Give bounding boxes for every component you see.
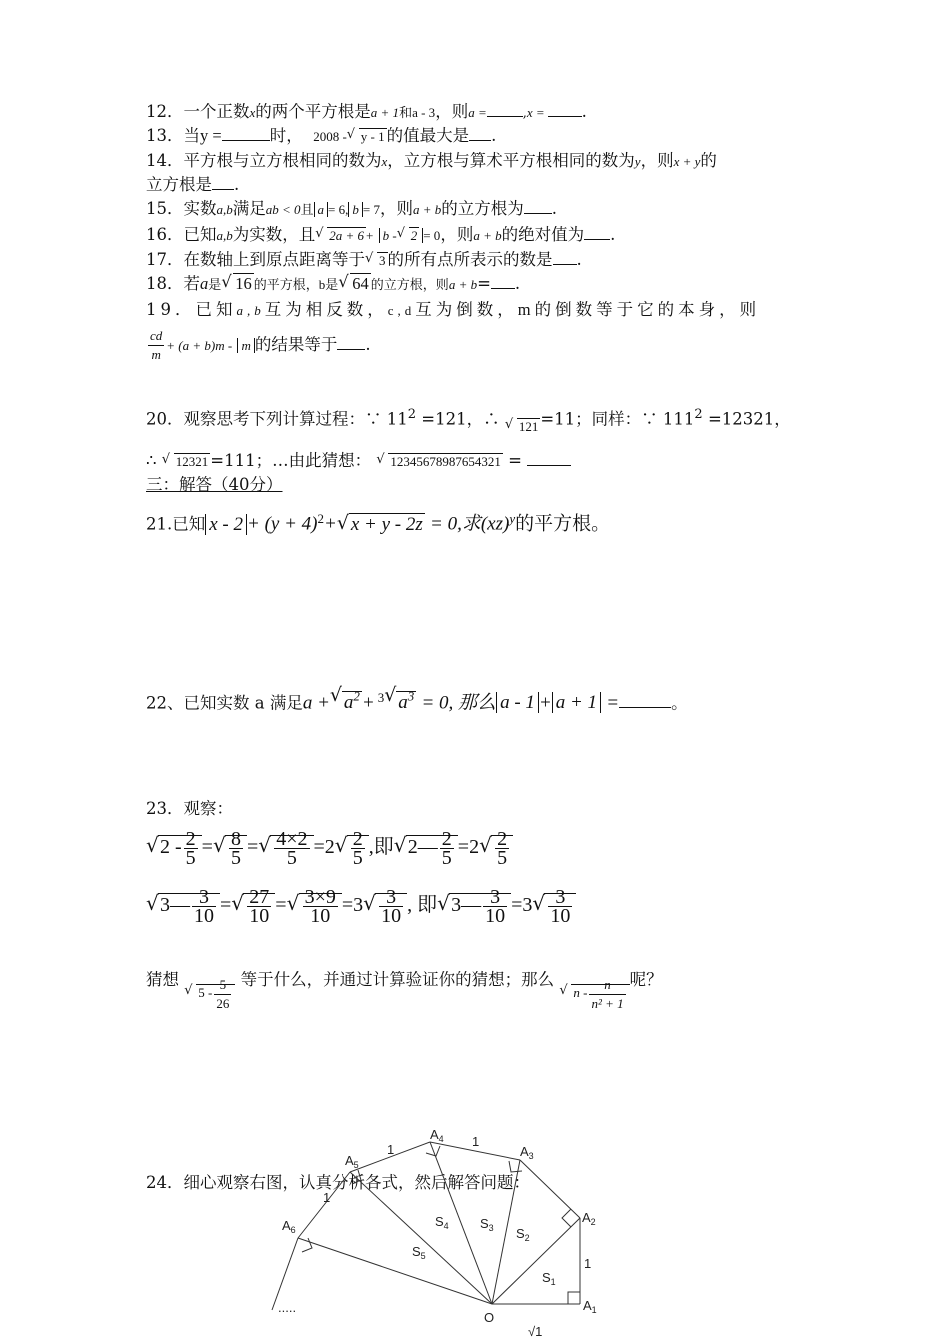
q18-number: 18．若: [146, 274, 200, 293]
q15-text4: 的立方根为: [441, 199, 524, 218]
q23-r2-eq2: =: [275, 894, 287, 916]
label-side-a5a6: 1: [323, 1190, 331, 1205]
q20-radicand3: 12345678987654321: [390, 454, 501, 469]
q12-text: 一个正数: [183, 102, 250, 121]
label-ellipsis: .....: [278, 1300, 297, 1315]
q23-r1-eq4: =2: [457, 836, 480, 858]
q23-guess-num2: n: [589, 976, 625, 995]
right-angle-a3: [509, 1161, 522, 1172]
q23-r1-eq1: =: [201, 836, 213, 858]
q12-expr1: a + 1: [370, 105, 400, 120]
q23-r1-den5: 5: [441, 846, 452, 869]
label-a4: $A_4$: [430, 1127, 444, 1144]
q20-sup2: 2: [694, 407, 703, 422]
q19-vars-ab: a,b: [236, 303, 265, 318]
q12-expr4: x =: [526, 105, 545, 120]
q15-text3: ，则: [379, 199, 413, 218]
q23-r2-num2: √ 27: [249, 885, 270, 908]
q23-guess-den2: n² + 1: [591, 995, 624, 1011]
q23-r2-den1: 10: [194, 904, 214, 927]
q23-r1-eq2: =: [246, 836, 259, 858]
q16-equals: = 0: [423, 228, 441, 243]
q16-text3: 的绝对值为: [501, 225, 585, 244]
q23-r2-text: , 即: [407, 894, 438, 916]
q15-expr3: = 7: [362, 202, 380, 217]
q23-r1-den6: 5: [497, 846, 508, 869]
label-s1: $S_1$: [542, 1270, 556, 1287]
label-o: O: [484, 1310, 495, 1325]
q14-var-x: x: [381, 154, 388, 169]
q14-var-y: y: [634, 154, 641, 169]
q21-plus: +: [324, 513, 337, 535]
label-side-a4a5: 1: [387, 1142, 395, 1157]
right-angle-a5: [352, 1170, 361, 1184]
label-s2: $S_2$: [516, 1226, 530, 1243]
q15-vars: a,b: [216, 202, 233, 217]
q23-r2-den4: 10: [381, 904, 402, 927]
label-a5: $A_5$: [345, 1153, 359, 1170]
q18-radicand1: 16: [235, 274, 252, 293]
q15-period: .: [551, 199, 558, 218]
q21-radicand: x + y - 2z: [350, 513, 423, 535]
q20-therefore: ∴: [146, 451, 157, 470]
q18-var-b: b: [318, 277, 326, 292]
q23-r2-num6: √ 3: [548, 888, 572, 907]
right-angle-a2: [562, 1209, 571, 1227]
q19-text4: 的结果等于: [254, 335, 338, 354]
q21-sup: 2: [317, 511, 324, 526]
q14-period: .: [234, 175, 240, 194]
q18-var-a: a: [200, 274, 209, 293]
q22-equals: =: [606, 692, 620, 714]
q22-expr2: = 0, 那么: [421, 692, 497, 714]
q22-sup2: 2: [353, 689, 360, 704]
q20-text3: =11；同样：∵ 111: [540, 409, 695, 429]
q13-period: .: [491, 126, 497, 145]
q13-radicand: y - 1: [360, 129, 385, 144]
q20-text: 20．观察思考下列计算过程：∵ 11: [146, 409, 408, 429]
q22-abs1: a - 1: [496, 692, 539, 713]
right-angle-a1: [568, 1292, 580, 1304]
segment-a5-a6: [298, 1172, 350, 1238]
q16-plus: +: [366, 228, 374, 243]
q17-number: 17．在数轴上到原点距离等于: [146, 250, 365, 269]
q12-number: 12．: [146, 102, 184, 121]
q13-expr: 2008 -: [313, 129, 347, 144]
q16-period: .: [610, 225, 616, 244]
q23-r2-den3: 10: [310, 904, 331, 927]
radius-o-a5: [350, 1172, 492, 1304]
q22-sup3: 3: [407, 689, 415, 704]
q19-text3: 的倒数等于它的本身，则: [534, 300, 761, 319]
q16-vars: a,b: [216, 228, 233, 243]
q23-r1-num1: 2: [185, 827, 196, 850]
q22-period: 。: [671, 693, 688, 713]
q18-period: .: [514, 274, 521, 293]
q23-guess-a: 5 -: [198, 985, 213, 1000]
q14-expr: x + y: [673, 154, 701, 169]
q23-r2-den2: 10: [249, 904, 270, 927]
q19-number: 19．已知: [146, 300, 237, 319]
radius-o-a6: [298, 1238, 492, 1304]
q22-abs2: a + 1: [552, 692, 601, 713]
q14-text2: ，则: [640, 151, 674, 170]
q16-expr: a + b: [473, 228, 502, 243]
q12-text2: 的两个平方根是: [255, 102, 371, 121]
q14-number: 14．平方根与立方根相同的数为: [146, 151, 382, 170]
q23-guess-num1: 5: [214, 976, 231, 995]
question-24: 24．细心观察右图，认真分析各式，然后解答问题：: [146, 1173, 530, 1192]
label-side-a1a2: 1: [584, 1256, 592, 1271]
q23-r2-a: 3—: [160, 894, 190, 916]
q15-expr1: ab < 0: [265, 202, 301, 217]
q23-r2-num3: √ 3×9: [304, 885, 336, 908]
q19-var-m: m: [517, 300, 535, 319]
q12-period: .: [581, 102, 587, 121]
label-a1: $A_1$: [583, 1298, 597, 1315]
q23-r1-text: ,即: [368, 836, 394, 858]
q22-number: 22、已知实数 a 满足: [146, 693, 303, 713]
q21-sup-y: y: [509, 511, 516, 526]
q14-text3: 的: [700, 151, 717, 170]
q23-r1-num2: √ 8: [230, 827, 241, 850]
q23-r1-num6: √ 2: [497, 827, 508, 850]
q19-expr: + (a + b)m -: [166, 338, 233, 353]
q12-text3: 和: [399, 106, 413, 121]
q22-radicand2: a: [398, 692, 408, 714]
q19-abs-m: m: [237, 338, 254, 353]
radius-o-a2: [492, 1218, 580, 1304]
label-side-a3a4: 1: [472, 1134, 480, 1149]
q21-abs: x - 2: [205, 514, 247, 535]
q23-r1-eq3: =2: [313, 836, 335, 858]
section-3-heading: 三：解答（40分）: [146, 475, 283, 494]
question-23-title: 23．观察：: [146, 799, 233, 818]
q22-expr: a +: [302, 692, 330, 714]
q18-text2: 的平方根，: [253, 278, 319, 293]
q18-expr: a + b: [448, 277, 478, 292]
q19-text: 互为相反数，: [264, 300, 388, 319]
q21-text: 的平方根。: [515, 512, 611, 535]
q23-guess-b: n -: [573, 985, 588, 1000]
q13-text2: 的值最大是: [386, 126, 470, 145]
q21-expr: + (y + 4): [247, 513, 318, 535]
q23-r1-den1: 5: [185, 846, 196, 869]
q23-r1-num5: 2: [441, 827, 452, 850]
label-a6: $A_6$: [282, 1218, 296, 1235]
q12-expr3: a =: [468, 105, 487, 120]
q22-radicand1: a: [343, 692, 354, 714]
q12-text4: ，则: [435, 102, 469, 121]
q17-period: .: [576, 250, 582, 269]
q20-text4: =12321，: [707, 409, 791, 429]
q16-radicand1: 2a + 6: [329, 228, 365, 243]
q23-r1-den4: 5: [352, 846, 363, 869]
q20-text2: =121，∴: [421, 409, 500, 429]
label-a3: $A_3$: [520, 1144, 534, 1161]
q23-r1-a: 2 -: [160, 836, 182, 858]
q15-expr2: = 6,: [328, 202, 349, 217]
q15-expr4: a + b: [412, 202, 442, 217]
q14-text4: 立方根是: [146, 175, 212, 194]
q16-number: 16．已知: [146, 225, 217, 244]
q18-equals: =: [477, 274, 491, 293]
q20-equals: =: [508, 451, 522, 470]
q23-r1-den3: 5: [286, 846, 297, 869]
q23-r1-num4: √ 2: [352, 827, 363, 850]
q23-r1-b: 2—: [407, 836, 438, 858]
q15-abs-b: b: [348, 202, 363, 217]
q23-r2-eq4: =3: [511, 894, 533, 916]
q13-expr-y: y =: [200, 126, 222, 145]
q23-r2-den5: 10: [485, 904, 506, 927]
q23-guess-label: 猜想: [146, 970, 179, 989]
q15-abs-a: a: [314, 202, 329, 217]
q20-text5: =111；…由此猜想：: [210, 451, 372, 470]
q20-radicand2: 12321: [175, 454, 209, 469]
q23-r2-b: 3—: [451, 894, 482, 916]
q21-expr2: = 0,求(xz): [430, 513, 510, 535]
q23-r1-den2: 5: [230, 846, 241, 869]
q22-plus: +: [361, 692, 375, 714]
q18-radicand2: 64: [352, 274, 369, 293]
q17-radicand: 3: [379, 253, 386, 268]
q12-comma: ,: [522, 106, 527, 121]
label-sqrt1: √1: [528, 1324, 543, 1339]
label-s3: $S_3$: [480, 1216, 494, 1233]
q12-var-x: x: [249, 105, 256, 120]
q13-text: 时，: [269, 126, 303, 145]
label-s5: $S_5$: [412, 1244, 426, 1261]
q20-radicand1: 121: [518, 418, 539, 434]
q18-text: 是: [208, 278, 222, 293]
q22-plus2: +: [538, 692, 552, 714]
q23-r2-eq1: =: [220, 894, 232, 916]
q23-r2-eq3: =3: [341, 894, 364, 916]
q18-text4: 的立方根，则: [370, 278, 449, 293]
q23-r2-num5: 3: [483, 888, 507, 907]
q16-text2: ，则: [440, 225, 474, 244]
q21-number: 21.已知: [146, 514, 206, 534]
q19-text2: 互为倒数，: [415, 300, 518, 319]
q19-frac-num: cd: [148, 327, 164, 346]
q23-guess-text2: 呢？: [629, 970, 663, 989]
q16-radicand2: 2: [410, 228, 418, 243]
q20-sup: 2: [407, 407, 417, 422]
q23-guess-den1: 26: [216, 995, 230, 1011]
label-a2: $A_2$: [582, 1210, 596, 1227]
q23-r2-num1: 3: [192, 888, 216, 907]
q23-r1-num3: √ 4×2: [276, 827, 308, 850]
q23-guess-text: 等于什么，并通过计算验证你的猜想；那么: [240, 970, 555, 989]
q16-abs-expr: b -: [382, 228, 397, 243]
q15-text2: 且: [300, 203, 314, 218]
q19-frac-den: m: [151, 347, 161, 362]
q22-root-index: 3: [377, 689, 385, 705]
q15-text: 满足: [232, 199, 266, 218]
q23-r2-num4: √ 3: [379, 888, 403, 907]
q23-r2-den6: 10: [550, 904, 571, 927]
q13-number: 13．当: [146, 126, 200, 145]
q19-period: .: [365, 335, 371, 354]
q18-text3: 是: [325, 278, 339, 293]
label-s4: $S_4$: [435, 1214, 449, 1231]
q15-number: 15．实数: [146, 199, 217, 218]
q14-text: ，立方根与算术平方根相同的数为: [387, 151, 635, 170]
q12-expr2: a - 3: [412, 105, 436, 120]
q16-text: 为实数，且: [232, 225, 316, 244]
q19-vars-cd: c,d: [387, 303, 416, 318]
q17-text: 的所有点所表示的数是: [387, 250, 553, 269]
